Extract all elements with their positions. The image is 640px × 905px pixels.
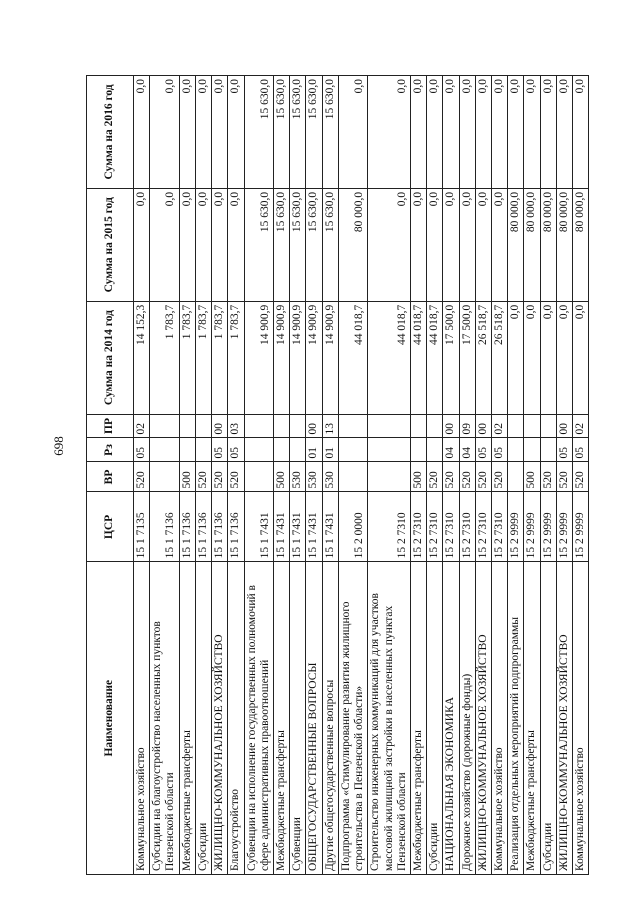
cell-rz <box>195 438 211 462</box>
cell-vr: 520 <box>443 462 459 492</box>
cell-sum-2014: 17 500,0 <box>443 301 459 414</box>
cell-csr: 15 1 7431 <box>322 492 338 562</box>
rotated-page <box>86 75 587 875</box>
cell-csr: 15 2 9999 <box>508 492 524 562</box>
cell-pr: 03 <box>228 414 244 438</box>
header-name: Наименование <box>87 562 134 875</box>
table-row <box>573 76 589 875</box>
cell-sum-2014: 14 152,3 <box>134 301 150 414</box>
cell-vr: 500 <box>524 462 540 492</box>
cell-csr: 15 1 7431 <box>306 492 322 562</box>
cell-name: Подпрограмма «Стимулирование развития жилищного строительства в Пензенской области» <box>338 562 367 875</box>
cell-name: Межбюджетные трансферты <box>179 562 195 875</box>
cell-sum-2014: 44 018,7 <box>368 301 411 414</box>
cell-name: Реализация отдельных мероприятий подпрограммы <box>508 562 524 875</box>
cell-sum-2015: 15 630,0 <box>306 188 322 301</box>
cell-rz: 05 <box>573 438 589 462</box>
header-sum-2016: Сумма на 2016 год <box>87 76 134 189</box>
cell-rz <box>410 438 426 462</box>
cell-name: Межбюджетные трансферты <box>410 562 426 875</box>
cell-rz: 05 <box>475 438 491 462</box>
cell-csr: 15 1 7136 <box>195 492 211 562</box>
cell-vr: 520 <box>573 462 589 492</box>
table-row <box>508 76 524 875</box>
cell-name: Другие общегосударственные вопросы <box>322 562 338 875</box>
cell-vr: 520 <box>427 462 443 492</box>
cell-vr <box>150 462 179 492</box>
cell-sum-2014: 0,0 <box>573 301 589 414</box>
cell-sum-2014: 44 018,7 <box>410 301 426 414</box>
cell-pr <box>195 414 211 438</box>
table-row <box>427 76 443 875</box>
table-row <box>338 76 367 875</box>
cell-csr: 15 1 7136 <box>179 492 195 562</box>
cell-sum-2015: 0,0 <box>459 188 475 301</box>
cell-sum-2015: 80 000,0 <box>540 188 556 301</box>
budget-table <box>86 75 589 875</box>
cell-pr <box>150 414 179 438</box>
cell-pr <box>427 414 443 438</box>
cell-sum-2014: 1 783,7 <box>150 301 179 414</box>
cell-sum-2014: 0,0 <box>524 301 540 414</box>
cell-vr: 520 <box>228 462 244 492</box>
cell-sum-2016: 0,0 <box>410 76 426 189</box>
cell-sum-2016: 0,0 <box>524 76 540 189</box>
cell-rz <box>427 438 443 462</box>
cell-rz: 01 <box>306 438 322 462</box>
cell-pr <box>290 414 306 438</box>
cell-sum-2016: 0,0 <box>338 76 367 189</box>
cell-pr: 09 <box>459 414 475 438</box>
cell-sum-2014: 14 900,9 <box>244 301 273 414</box>
cell-vr: 520 <box>134 462 150 492</box>
cell-sum-2014: 44 018,7 <box>338 301 367 414</box>
cell-pr: 02 <box>492 414 508 438</box>
table-body <box>134 76 589 875</box>
table-row <box>195 76 211 875</box>
table-row <box>443 76 459 875</box>
cell-rz <box>338 438 367 462</box>
cell-sum-2015: 0,0 <box>443 188 459 301</box>
cell-name: Строительство инженерных коммуникаций для участков массовой жилищной застройки в населенных пунктах Пензенской области <box>368 562 411 875</box>
cell-sum-2015: 0,0 <box>475 188 491 301</box>
cell-pr: 02 <box>134 414 150 438</box>
cell-sum-2016: 15 630,0 <box>244 76 273 189</box>
cell-sum-2015: 0,0 <box>195 188 211 301</box>
cell-pr: 02 <box>573 414 589 438</box>
cell-sum-2015: 80 000,0 <box>524 188 540 301</box>
cell-vr: 520 <box>475 462 491 492</box>
cell-rz: 05 <box>492 438 508 462</box>
cell-pr <box>524 414 540 438</box>
table-row <box>212 76 228 875</box>
cell-csr: 15 2 7310 <box>368 492 411 562</box>
cell-rz <box>508 438 524 462</box>
cell-sum-2016: 0,0 <box>134 76 150 189</box>
cell-vr: 530 <box>322 462 338 492</box>
cell-name: НАЦИОНАЛЬНАЯ ЭКОНОМИКА <box>443 562 459 875</box>
cell-pr <box>273 414 289 438</box>
cell-pr <box>244 414 273 438</box>
cell-csr: 15 2 0000 <box>338 492 367 562</box>
header-rz: Рз <box>87 438 134 462</box>
cell-csr: 15 2 7310 <box>410 492 426 562</box>
cell-sum-2014: 14 900,9 <box>306 301 322 414</box>
cell-vr: 500 <box>410 462 426 492</box>
cell-csr: 15 2 7310 <box>427 492 443 562</box>
cell-vr <box>338 462 367 492</box>
cell-sum-2015: 80 000,0 <box>338 188 367 301</box>
cell-pr <box>410 414 426 438</box>
cell-sum-2015: 0,0 <box>410 188 426 301</box>
cell-pr: 13 <box>322 414 338 438</box>
cell-pr: 00 <box>475 414 491 438</box>
cell-sum-2014: 26 518,7 <box>492 301 508 414</box>
cell-sum-2014: 1 783,7 <box>179 301 195 414</box>
cell-name: ЖИЛИЩНО-КОММУНАЛЬНОЕ ХОЗЯЙСТВО <box>212 562 228 875</box>
cell-name: Субсидии <box>195 562 211 875</box>
cell-sum-2015: 0,0 <box>179 188 195 301</box>
cell-rz <box>179 438 195 462</box>
cell-sum-2016: 0,0 <box>508 76 524 189</box>
cell-pr: 00 <box>443 414 459 438</box>
cell-name: ЖИЛИЩНО-КОММУНАЛЬНОЕ ХОЗЯЙСТВО <box>556 562 572 875</box>
cell-vr: 520 <box>540 462 556 492</box>
table-row <box>524 76 540 875</box>
cell-csr: 15 2 9999 <box>556 492 572 562</box>
cell-sum-2014: 1 783,7 <box>195 301 211 414</box>
cell-rz: 01 <box>322 438 338 462</box>
cell-csr: 15 1 7136 <box>228 492 244 562</box>
table-row <box>134 76 150 875</box>
cell-sum-2014: 17 500,0 <box>459 301 475 414</box>
header-pr: ПР <box>87 414 134 438</box>
cell-sum-2014: 0,0 <box>556 301 572 414</box>
cell-vr: 530 <box>290 462 306 492</box>
cell-sum-2015: 0,0 <box>212 188 228 301</box>
table-row <box>475 76 491 875</box>
cell-sum-2015: 80 000,0 <box>508 188 524 301</box>
table-row <box>290 76 306 875</box>
cell-vr <box>244 462 273 492</box>
cell-vr: 520 <box>212 462 228 492</box>
cell-sum-2015: 80 000,0 <box>556 188 572 301</box>
cell-sum-2016: 0,0 <box>443 76 459 189</box>
cell-sum-2016: 0,0 <box>556 76 572 189</box>
cell-vr <box>508 462 524 492</box>
cell-rz: 05 <box>134 438 150 462</box>
cell-rz <box>368 438 411 462</box>
cell-csr: 15 1 7136 <box>212 492 228 562</box>
header-vr: ВР <box>87 462 134 492</box>
cell-csr: 15 2 7310 <box>475 492 491 562</box>
table-row <box>540 76 556 875</box>
cell-name: Субвенции <box>290 562 306 875</box>
cell-sum-2015: 15 630,0 <box>290 188 306 301</box>
table-row <box>556 76 572 875</box>
cell-sum-2015: 0,0 <box>134 188 150 301</box>
table-row <box>368 76 411 875</box>
cell-vr <box>368 462 411 492</box>
cell-rz: 05 <box>228 438 244 462</box>
cell-csr: 15 2 9999 <box>540 492 556 562</box>
cell-sum-2014: 14 900,9 <box>273 301 289 414</box>
cell-sum-2014: 1 783,7 <box>212 301 228 414</box>
cell-name: Коммунальное хозяйство <box>134 562 150 875</box>
cell-pr <box>508 414 524 438</box>
cell-name: Субсидии на благоустройство населенных пунктов Пензенской области <box>150 562 179 875</box>
cell-sum-2015: 15 630,0 <box>273 188 289 301</box>
table-row <box>322 76 338 875</box>
cell-rz <box>290 438 306 462</box>
cell-csr: 15 2 7310 <box>492 492 508 562</box>
cell-name: Субвенции на исполнение государственных полномочий в сфере административных правоотношений <box>244 562 273 875</box>
cell-pr <box>338 414 367 438</box>
cell-sum-2014: 44 018,7 <box>427 301 443 414</box>
cell-csr: 15 2 9999 <box>573 492 589 562</box>
cell-rz <box>273 438 289 462</box>
cell-sum-2016: 0,0 <box>459 76 475 189</box>
table-row <box>273 76 289 875</box>
cell-vr: 500 <box>273 462 289 492</box>
cell-vr: 530 <box>306 462 322 492</box>
cell-sum-2016: 0,0 <box>179 76 195 189</box>
cell-rz: 05 <box>556 438 572 462</box>
cell-sum-2015: 0,0 <box>492 188 508 301</box>
cell-sum-2016: 0,0 <box>228 76 244 189</box>
table-row <box>410 76 426 875</box>
table-row <box>150 76 179 875</box>
table-row <box>179 76 195 875</box>
cell-sum-2015: 15 630,0 <box>244 188 273 301</box>
cell-sum-2015: 15 630,0 <box>322 188 338 301</box>
cell-rz <box>244 438 273 462</box>
cell-rz: 04 <box>459 438 475 462</box>
cell-name: Межбюджетные трансферты <box>524 562 540 875</box>
cell-sum-2016: 0,0 <box>212 76 228 189</box>
cell-vr: 520 <box>492 462 508 492</box>
cell-rz <box>524 438 540 462</box>
cell-sum-2016: 0,0 <box>150 76 179 189</box>
cell-sum-2014: 14 900,9 <box>322 301 338 414</box>
cell-pr <box>179 414 195 438</box>
cell-sum-2016: 0,0 <box>492 76 508 189</box>
cell-sum-2014: 14 900,9 <box>290 301 306 414</box>
cell-sum-2015: 0,0 <box>427 188 443 301</box>
cell-sum-2016: 0,0 <box>540 76 556 189</box>
cell-name: Дорожное хозяйство (дорожные фонды) <box>459 562 475 875</box>
cell-sum-2016: 0,0 <box>573 76 589 189</box>
cell-sum-2014: 26 518,7 <box>475 301 491 414</box>
table-row <box>228 76 244 875</box>
cell-name: Субсидии <box>540 562 556 875</box>
table-row <box>459 76 475 875</box>
cell-vr: 520 <box>195 462 211 492</box>
cell-name: Межбюджетные трансферты <box>273 562 289 875</box>
cell-vr: 520 <box>459 462 475 492</box>
cell-sum-2014: 0,0 <box>508 301 524 414</box>
table-row <box>306 76 322 875</box>
header-csr: ЦСР <box>87 492 134 562</box>
cell-rz: 04 <box>443 438 459 462</box>
cell-sum-2016: 0,0 <box>427 76 443 189</box>
cell-sum-2016: 0,0 <box>368 76 411 189</box>
cell-pr <box>540 414 556 438</box>
cell-sum-2016: 0,0 <box>195 76 211 189</box>
cell-name: Благоустройство <box>228 562 244 875</box>
cell-csr: 15 1 7431 <box>290 492 306 562</box>
cell-csr: 15 1 7431 <box>273 492 289 562</box>
table-row <box>492 76 508 875</box>
cell-sum-2016: 0,0 <box>475 76 491 189</box>
cell-vr: 500 <box>179 462 195 492</box>
cell-sum-2015: 80 000,0 <box>573 188 589 301</box>
page-number: 698 <box>51 436 66 456</box>
cell-vr: 520 <box>556 462 572 492</box>
cell-rz: 05 <box>212 438 228 462</box>
cell-name: ОБЩЕГОСУДАРСТВЕННЫЕ ВОПРОСЫ <box>306 562 322 875</box>
cell-pr: 00 <box>212 414 228 438</box>
cell-name: ЖИЛИЩНО-КОММУНАЛЬНОЕ ХОЗЯЙСТВО <box>475 562 491 875</box>
cell-csr: 15 1 7135 <box>134 492 150 562</box>
cell-rz <box>540 438 556 462</box>
cell-pr <box>368 414 411 438</box>
table-row <box>244 76 273 875</box>
cell-sum-2016: 15 630,0 <box>306 76 322 189</box>
cell-csr: 15 2 7310 <box>443 492 459 562</box>
cell-rz <box>150 438 179 462</box>
cell-pr: 00 <box>306 414 322 438</box>
cell-sum-2015: 0,0 <box>150 188 179 301</box>
cell-sum-2014: 0,0 <box>540 301 556 414</box>
cell-name: Коммунальное хозяйство <box>573 562 589 875</box>
cell-csr: 15 1 7136 <box>150 492 179 562</box>
cell-sum-2016: 15 630,0 <box>290 76 306 189</box>
cell-csr: 15 1 7431 <box>244 492 273 562</box>
cell-name: Субсидии <box>427 562 443 875</box>
cell-pr: 00 <box>556 414 572 438</box>
cell-csr: 15 2 9999 <box>524 492 540 562</box>
cell-sum-2016: 15 630,0 <box>273 76 289 189</box>
cell-sum-2014: 1 783,7 <box>228 301 244 414</box>
header-row <box>87 76 134 875</box>
cell-sum-2015: 0,0 <box>368 188 411 301</box>
cell-csr: 15 2 7310 <box>459 492 475 562</box>
cell-sum-2015: 0,0 <box>228 188 244 301</box>
header-sum-2015: Сумма на 2015 год <box>87 188 134 301</box>
cell-sum-2016: 15 630,0 <box>322 76 338 189</box>
header-sum-2014: Сумма на 2014 год <box>87 301 134 414</box>
cell-name: Коммунальное хозяйство <box>492 562 508 875</box>
